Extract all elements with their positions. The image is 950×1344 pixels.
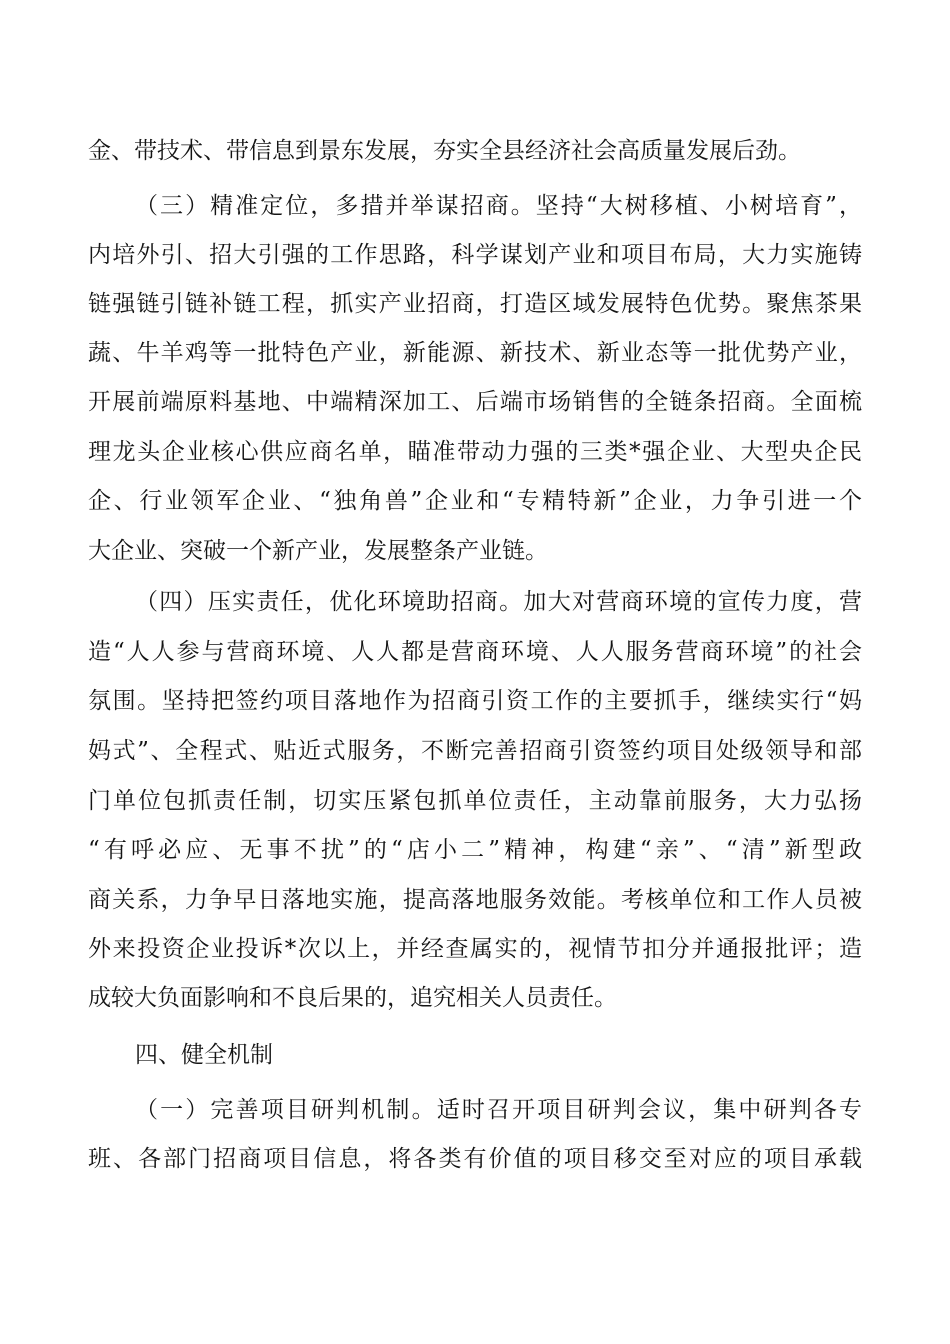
text-line: 外来投资企业投诉*次以上，并经查属实的，视情节扣分并通报批评；造 — [88, 936, 862, 962]
section-heading: 四、健全机制 — [135, 1042, 273, 1068]
text-line: 内培外引、招大引强的工作思路，科学谋划产业和项目布局，大力实施铸 — [88, 242, 862, 268]
paragraph-heading-line: （四）压实责任，优化环境助招商。加大对营商环境的宣传力度，营 — [135, 589, 862, 615]
text-line: 大企业、突破一个新产业，发展整条产业链。 — [88, 538, 548, 564]
text-line: 门单位包抓责任制，切实压紧包抓单位责任，主动靠前服务，大力弘扬 — [88, 788, 862, 814]
text-line: “有呼必应、无事不扰”的“店小二”精神，构建“亲”、“清”新型政 — [88, 837, 862, 863]
paragraph-heading-line: （三）精准定位，多措并举谋招商。坚持“大树移植、小树培育”， — [135, 193, 862, 219]
text-line: 开展前端原料基地、中端精深加工、后端市场销售的全链条招商。全面梳 — [88, 389, 862, 415]
text-line: 班、各部门招商项目信息，将各类有价值的项目移交至对应的项目承载 — [88, 1146, 862, 1172]
paragraph-heading-line: （一）完善项目研判机制。适时召开项目研判会议，集中研判各专 — [135, 1097, 862, 1123]
text-line: 商关系，力争早日落地实施，提高落地服务效能。考核单位和工作人员被 — [88, 887, 862, 913]
text-line: 妈式”、全程式、贴近式服务，不断完善招商引资签约项目处级领导和部 — [88, 738, 862, 764]
text-line: 造“人人参与营商环境、人人都是营商环境、人人服务营商环境”的社会 — [88, 639, 862, 665]
text-line: 企、行业领军企业、“独角兽”企业和“专精特新”企业，力争引进一个 — [88, 488, 862, 514]
text-line: 理龙头企业核心供应商名单，瞄准带动力强的三类*强企业、大型央企民 — [88, 439, 862, 465]
text-line: 蔬、牛羊鸡等一批特色产业，新能源、新技术、新业态等一批优势产业， — [88, 340, 862, 366]
text-line: 成较大负面影响和不良后果的，追究相关人员责任。 — [88, 985, 617, 1011]
text-line: 氛围。坚持把签约项目落地作为招商引资工作的主要抓手，继续实行“妈 — [88, 688, 862, 714]
text-line: 链强链引链补链工程，抓实产业招商，打造区域发展特色优势。聚焦茶果 — [88, 291, 862, 317]
text-line: 金、带技术、带信息到景东发展，夯实全县经济社会高质量发展后劲。 — [88, 138, 801, 164]
